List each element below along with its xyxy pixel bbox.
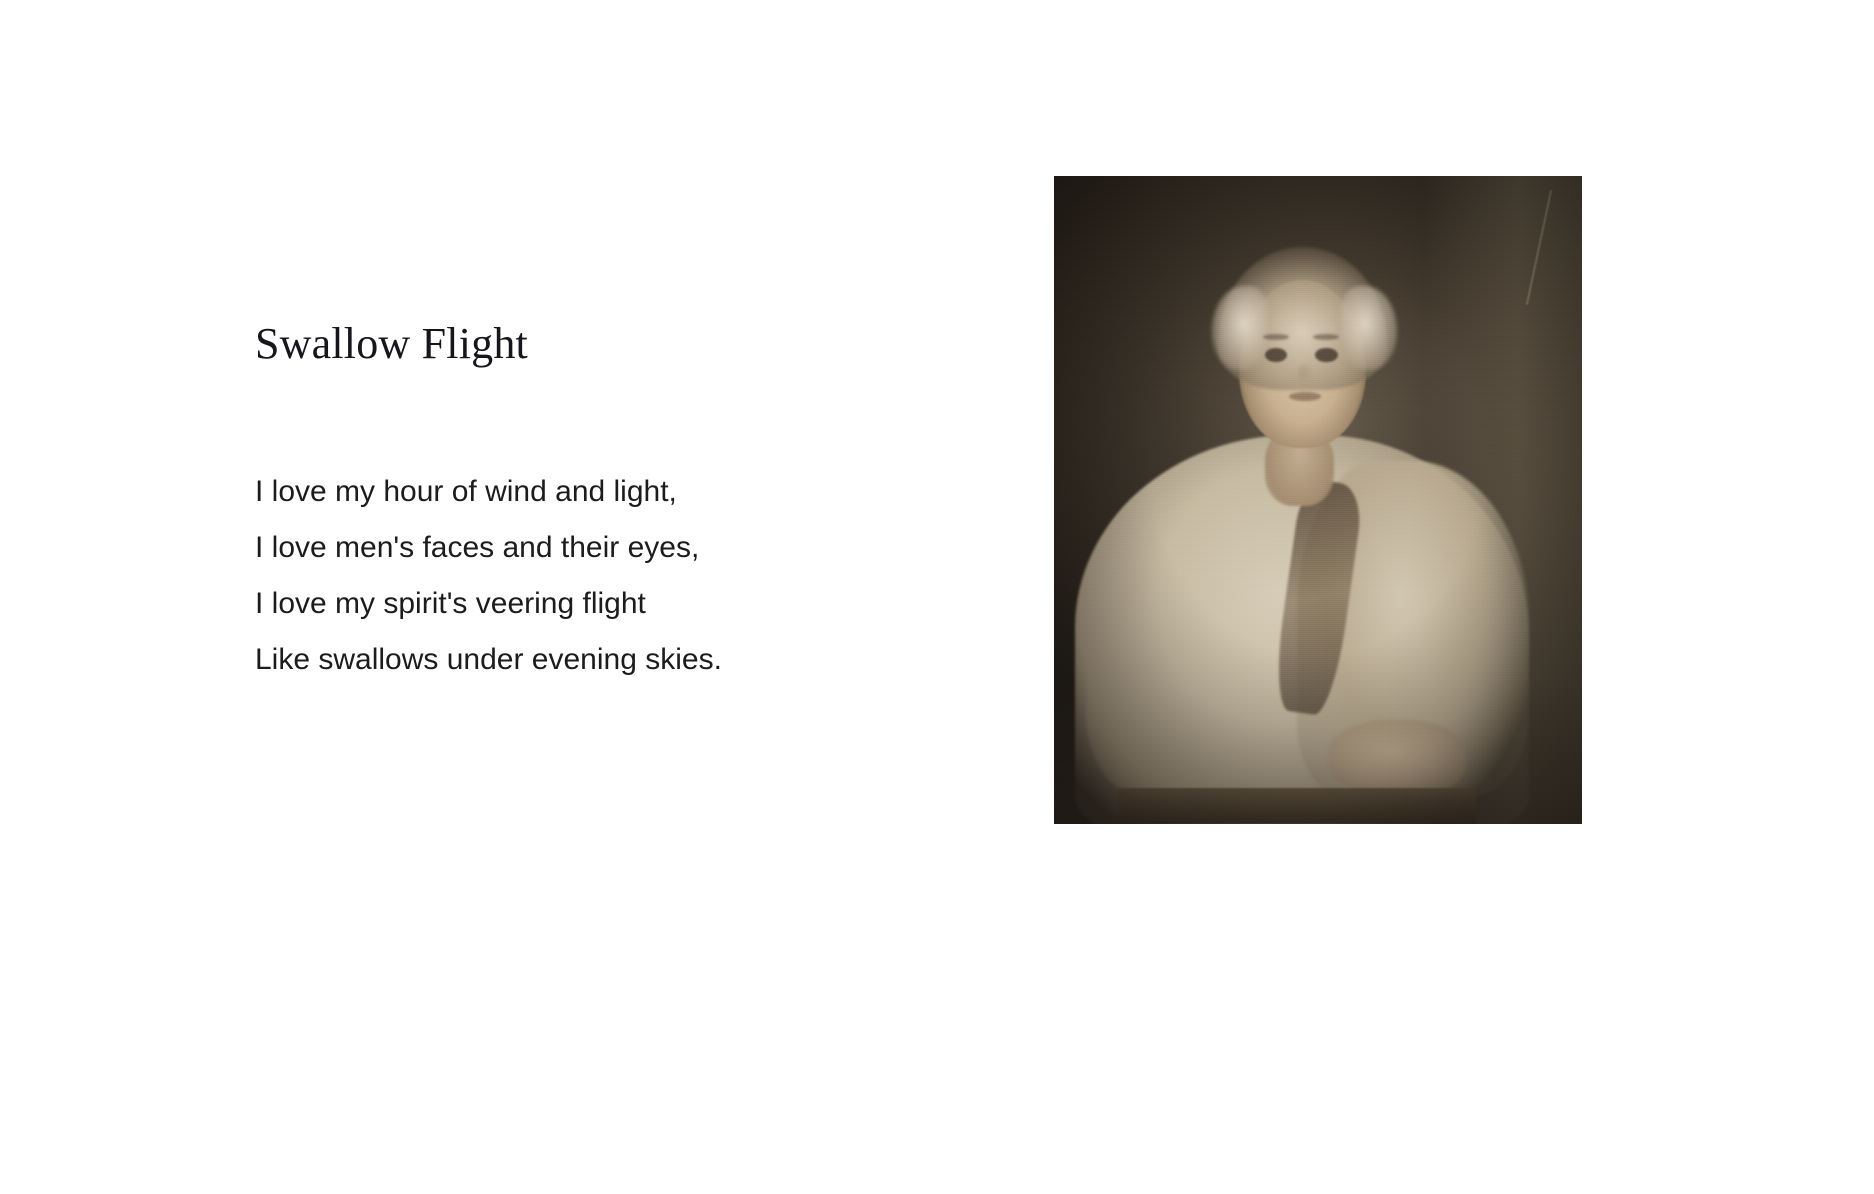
poem-line: Like swallows under evening skies. <box>255 643 722 677</box>
poem-line: I love my spirit's veering flight <box>255 587 646 621</box>
poem-line: I love my hour of wind and light, <box>255 475 677 509</box>
poem-body <box>255 464 875 688</box>
page-title: Swallow Flight <box>255 319 528 368</box>
portrait-photo <box>1054 176 1582 824</box>
poem-line: I love men's faces and their eyes, <box>255 531 700 565</box>
photo-backdrop <box>1054 176 1582 824</box>
poem-block <box>255 320 875 688</box>
photo-vignette <box>1054 176 1582 824</box>
